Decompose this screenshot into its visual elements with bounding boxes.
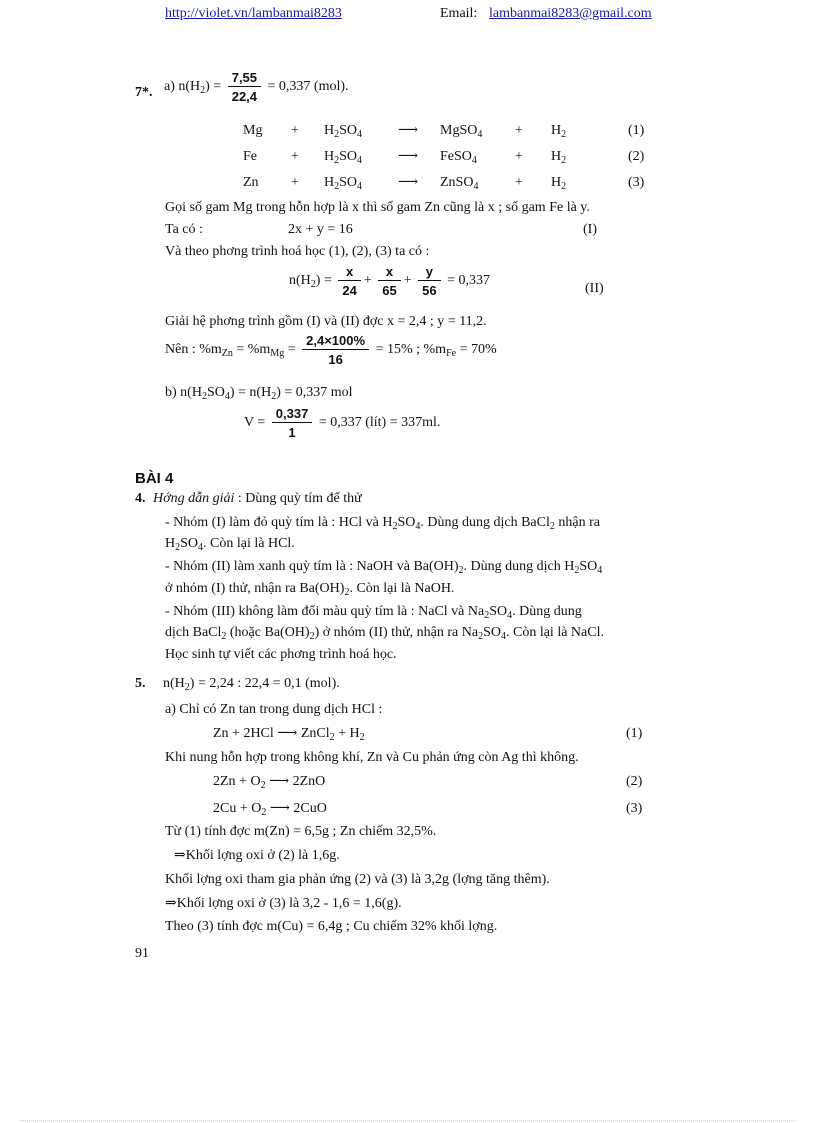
section-title: BÀI 4	[135, 470, 174, 487]
text-line: Và theo phơng trình hoá học (1), (2), (3) ta có :	[165, 244, 430, 259]
text-line: ⇒Khối lợng oxi ở (3) là 3,2 - 1,6 = 1,6(g).	[165, 896, 402, 911]
equation-number: (3)	[626, 801, 643, 816]
percent-equation: Nên : $\%m_{Zn} = \%m_{Mg}$ = $\frac{2,4\times 100\%}{16}$ = 15% ; $\%m_{Fe} = 70\%$	[165, 333, 497, 367]
equation-number: (1)	[626, 726, 643, 741]
reaction-1: Zn + 2HCl ⟶ ZnCl$_2$ + $H_2$	[213, 726, 365, 743]
text-line: ⇒Khối lợng oxi ở (2) là 1,6g.	[174, 848, 340, 863]
text-line: Từ (1) tính đợc m(Zn) = 6,5g ; Zn chiếm 32,5%.	[165, 824, 437, 839]
equation-I: 2x + y = 16	[288, 222, 353, 237]
equation-number: (II)	[585, 281, 604, 296]
problem-7-number: 7*.	[135, 85, 153, 100]
page-border	[20, 1120, 796, 1121]
equation-number: (I)	[583, 222, 597, 237]
text-line: Theo (3) tính đợc m(Cu) = 6,4g ; Cu chiếm 32% khối lợng.	[165, 919, 498, 934]
group-1-line-2: $H_2SO_4$. Còn lại là HCl.	[165, 536, 295, 553]
header-link[interactable]: http://violet.vn/lambanmai8283	[165, 6, 342, 21]
volume-equation: V = $\frac{0,337}{1}$ = 0,337 (lít) = 337ml.	[244, 406, 441, 440]
q5-heading: 5. $n(H_2) = 2,24$ : 22,4 = 0,1 (mol).	[135, 676, 340, 693]
text-line: b) $n(H_2SO_4) = n(H_2) = 0,337$ mol	[165, 385, 353, 402]
group-2-line-2: ở nhóm (I) thử, nhận ra $Ba(OH)_2$. Còn lại là NaOH.	[165, 581, 455, 598]
email-label: Email:	[440, 6, 478, 21]
p7-a-equation: a) $n(H_2)$ = $\frac{7,55}{22,4}$ = 0,337 (mol).	[164, 70, 349, 104]
fraction: $\frac{7,55}{22,4}$	[228, 70, 261, 104]
text-line: Khối lợng oxi tham gia phản ứng (2) và (3) là 3,2g (lợng tăng thêm).	[165, 872, 550, 887]
text-line: Ta có :	[165, 222, 203, 237]
q4-heading: 4. Hớng dẫn giải : Dùng quỳ tím để thử	[135, 491, 362, 506]
group-2-line: - Nhóm (II) làm xanh quỳ tím là : NaOH và $Ba(OH)_2$. Dùng dung dịch $H_2SO_4$	[165, 559, 603, 576]
equation-II: $n(H_2)$ = $\frac{x}{24}$ + $\frac{x}{65}$ + $\frac{y}{56}$ = 0,337	[289, 264, 490, 298]
text-line: Khi nung hỗn hợp trong không khí, Zn và Cu phản ứng còn Ag thì không.	[165, 750, 579, 765]
group-3-line: - Nhóm (III) không làm đổi màu quỳ tím là : NaCl và $Na_2SO_4$. Dùng dung	[165, 604, 582, 621]
text-line: Giải hệ phơng trình gồm (I) và (II) đợc x = 2,4 ; y = 11,2.	[165, 314, 487, 329]
reaction-3: $2Cu + O_2$ ⟶ 2CuO	[213, 801, 327, 818]
text-line: Học sinh tự viết các phơng trình hoá học.	[165, 647, 397, 662]
group-3-line-2: dịch BaCl$_2$ (hoặc $Ba(OH)_2$) ở nhóm (II) thử, nhận ra $Na_2SO_4$. Còn lại là NaCl.	[165, 625, 604, 642]
text-line: Gọi số gam Mg trong hỗn hợp là x thì số gam Zn cũng là x ; số gam Fe là y.	[165, 200, 590, 215]
equation-number: (2)	[626, 774, 643, 789]
page-number: 91	[135, 946, 149, 961]
group-1-line: - Nhóm (I) làm đỏ quỳ tím là : HCl và $H_2SO_4$. Dùng dung dịch BaCl$_2$ nhận ra	[165, 515, 600, 532]
reaction-2: $2Zn + O_2$ ⟶ 2ZnO	[213, 774, 326, 791]
header-email[interactable]: lambanmai8283@gmail.com	[489, 6, 652, 21]
text-line: a) Chỉ có Zn tan trong dung dịch HCl :	[165, 702, 383, 717]
